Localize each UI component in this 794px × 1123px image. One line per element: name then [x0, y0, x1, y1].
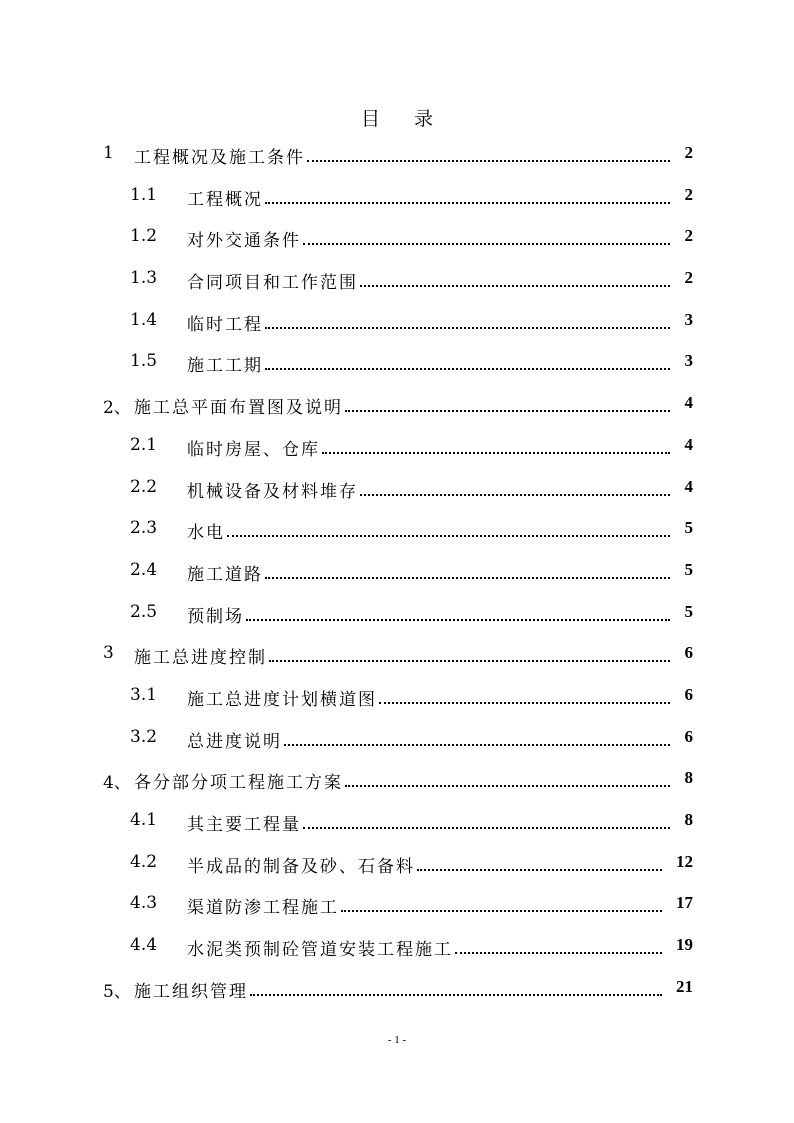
- toc-dot-leader: [322, 437, 670, 454]
- toc-entry-number: 5、: [103, 981, 131, 1002]
- toc-entry-title: 临时房屋、仓库: [187, 439, 320, 460]
- page-title: 目 录: [360, 108, 448, 130]
- toc-entry-line: [103, 184, 693, 210]
- toc-entry-page: 3: [684, 351, 693, 371]
- toc-entry-line: [103, 601, 693, 627]
- toc-entry-number: 1.4: [130, 309, 158, 330]
- toc-dot-leader: [345, 770, 670, 787]
- toc-entry-title: 各分部分项工程施工方案: [134, 773, 343, 794]
- toc-entry-number: 4.4: [130, 935, 158, 956]
- toc-entry-page: 2: [684, 143, 693, 162]
- toc-entry-page: 4: [684, 393, 693, 413]
- toc-entry-line: [103, 684, 693, 710]
- toc-entry-line: [103, 768, 693, 794]
- toc-entry[interactable]: [103, 842, 693, 884]
- toc-entry-line: [103, 476, 693, 502]
- toc-entry-title: 施工组织管理: [134, 981, 248, 1002]
- table-of-contents: [103, 133, 693, 1008]
- toc-entry-page: 5: [684, 559, 693, 579]
- toc-entry-page: 17: [676, 893, 693, 913]
- toc-dot-leader: [360, 479, 670, 496]
- toc-dot-leader: [246, 604, 670, 621]
- toc-dot-leader: [417, 854, 662, 871]
- toc-dot-leader: [341, 895, 662, 912]
- toc-entry-number: 4.3: [130, 893, 158, 914]
- toc-entry-page: 19: [676, 935, 693, 955]
- toc-entry[interactable]: [103, 341, 693, 383]
- toc-entry[interactable]: [103, 508, 693, 550]
- toc-entry-title: 其主要工程量: [187, 815, 301, 835]
- toc-entry-title: 对外交通条件: [187, 231, 301, 252]
- toc-entry-title: 施工工期: [187, 356, 263, 377]
- toc-entry-number: 4.1: [130, 810, 158, 830]
- toc-entry-line: [103, 559, 693, 585]
- toc-entry[interactable]: [103, 383, 693, 425]
- toc-entry-number: 2.1: [130, 434, 158, 455]
- toc-entry[interactable]: [103, 175, 693, 217]
- toc-entry-number: 1.3: [130, 268, 158, 289]
- toc-dot-leader: [269, 645, 670, 662]
- toc-entry-title: 临时工程: [187, 314, 263, 335]
- toc-entry-title: 施工总进度控制: [134, 648, 267, 669]
- toc-dot-leader: [284, 729, 670, 746]
- toc-entry[interactable]: [103, 967, 693, 1009]
- toc-entry-line: [103, 518, 693, 544]
- toc-entry-line: [103, 893, 693, 919]
- toc-entry-page: 6: [684, 726, 693, 746]
- toc-entry-line: [103, 351, 693, 377]
- toc-entry-page: 4: [684, 476, 693, 496]
- toc-entry-number: 1.2: [130, 226, 158, 247]
- toc-entry-line: [103, 851, 693, 877]
- toc-entry-number: 2.5: [130, 601, 158, 622]
- toc-entry[interactable]: [103, 425, 693, 467]
- toc-dot-leader: [250, 979, 662, 996]
- toc-entry[interactable]: [103, 216, 693, 258]
- toc-entry-page: 8: [684, 810, 693, 829]
- toc-entry-number: 1.1: [130, 184, 158, 205]
- toc-entry-title: 渠道防渗工程施工: [187, 898, 339, 919]
- toc-dot-leader: [303, 228, 670, 245]
- toc-entry-title: 施工总平面布置图及说明: [134, 398, 343, 419]
- toc-entry[interactable]: [103, 550, 693, 592]
- toc-entry-number: 2.3: [130, 518, 158, 539]
- toc-entry-line: [103, 143, 693, 168]
- toc-entry-title: 工程概况及施工条件: [134, 148, 305, 168]
- toc-entry[interactable]: [103, 592, 693, 634]
- toc-entry-number: 2.2: [130, 476, 158, 497]
- toc-entry-line: [103, 810, 693, 835]
- toc-entry-page: 2: [684, 184, 693, 204]
- toc-entry-page: 4: [684, 434, 693, 454]
- toc-entry-line: [103, 393, 693, 419]
- toc-dot-leader: [265, 187, 670, 204]
- toc-entry-title: 预制场: [187, 606, 244, 627]
- toc-entry[interactable]: [103, 675, 693, 717]
- toc-entry-title: 水泥类预制砼管道安装工程施工: [187, 940, 453, 961]
- toc-entry-page: 12: [676, 851, 693, 871]
- toc-entry[interactable]: [103, 758, 693, 800]
- toc-entry-page: 6: [684, 684, 693, 704]
- toc-entry[interactable]: [103, 467, 693, 509]
- toc-entry-title: 水电: [187, 523, 225, 544]
- toc-entry-number: 1.5: [130, 351, 158, 372]
- page-number-footer: - 1 -: [387, 1034, 407, 1046]
- toc-dot-leader: [265, 353, 670, 370]
- toc-entry-number: 4、: [103, 773, 131, 794]
- toc-entry-line: [103, 434, 693, 460]
- toc-entry-line: [103, 268, 693, 294]
- toc-entry-number: 3: [103, 643, 114, 664]
- toc-entry-title: 施工道路: [187, 564, 263, 585]
- toc-entry-page: 21: [676, 976, 693, 996]
- toc-entry-title: 总进度说明: [187, 731, 282, 752]
- toc-dot-leader: [265, 312, 670, 329]
- toc-entry-number: 2.4: [130, 559, 158, 580]
- toc-dot-leader: [265, 562, 670, 579]
- toc-entry-page: 2: [684, 268, 693, 288]
- toc-entry-number: 4.2: [130, 851, 158, 872]
- toc-dot-leader: [227, 520, 670, 537]
- toc-entry-page: 3: [684, 309, 693, 329]
- toc-dot-leader: [360, 270, 670, 287]
- toc-entry-number: 3.1: [130, 684, 158, 705]
- toc-dot-leader: [303, 812, 670, 829]
- toc-entry[interactable]: [103, 883, 693, 925]
- toc-entry-number: 1: [103, 143, 114, 163]
- toc-entry-title: 工程概况: [187, 189, 263, 210]
- toc-dot-leader: [379, 687, 670, 704]
- toc-entry-line: [103, 309, 693, 335]
- toc-entry-line: [103, 935, 693, 961]
- toc-dot-leader: [345, 395, 670, 412]
- toc-entry[interactable]: [103, 258, 693, 300]
- toc-entry-page: 6: [684, 643, 693, 663]
- toc-entry-title: 半成品的制备及砂、石备料: [187, 856, 415, 877]
- toc-entry[interactable]: [103, 300, 693, 342]
- toc-dot-leader: [307, 145, 670, 162]
- toc-entry-line: [103, 976, 693, 1002]
- toc-entry-line: [103, 726, 693, 752]
- toc-dot-leader: [455, 937, 662, 954]
- toc-entry[interactable]: [103, 133, 693, 175]
- toc-entry-title: 机械设备及材料堆存: [187, 481, 358, 502]
- toc-entry[interactable]: [103, 925, 693, 967]
- toc-entry-title: 施工总进度计划横道图: [187, 689, 377, 710]
- toc-entry[interactable]: [103, 800, 693, 842]
- toc-entry-page: 5: [684, 518, 693, 538]
- toc-entry-line: [103, 226, 693, 252]
- toc-entry-page: 8: [684, 768, 693, 788]
- toc-entry-page: 2: [684, 226, 693, 246]
- toc-entry[interactable]: [103, 717, 693, 759]
- toc-entry-line: [103, 643, 693, 669]
- toc-entry-page: 5: [684, 601, 693, 621]
- toc-entry-number: 2、: [103, 398, 131, 419]
- toc-entry[interactable]: [103, 633, 693, 675]
- toc-entry-number: 3.2: [130, 726, 158, 747]
- toc-entry-title: 合同项目和工作范围: [187, 273, 358, 294]
